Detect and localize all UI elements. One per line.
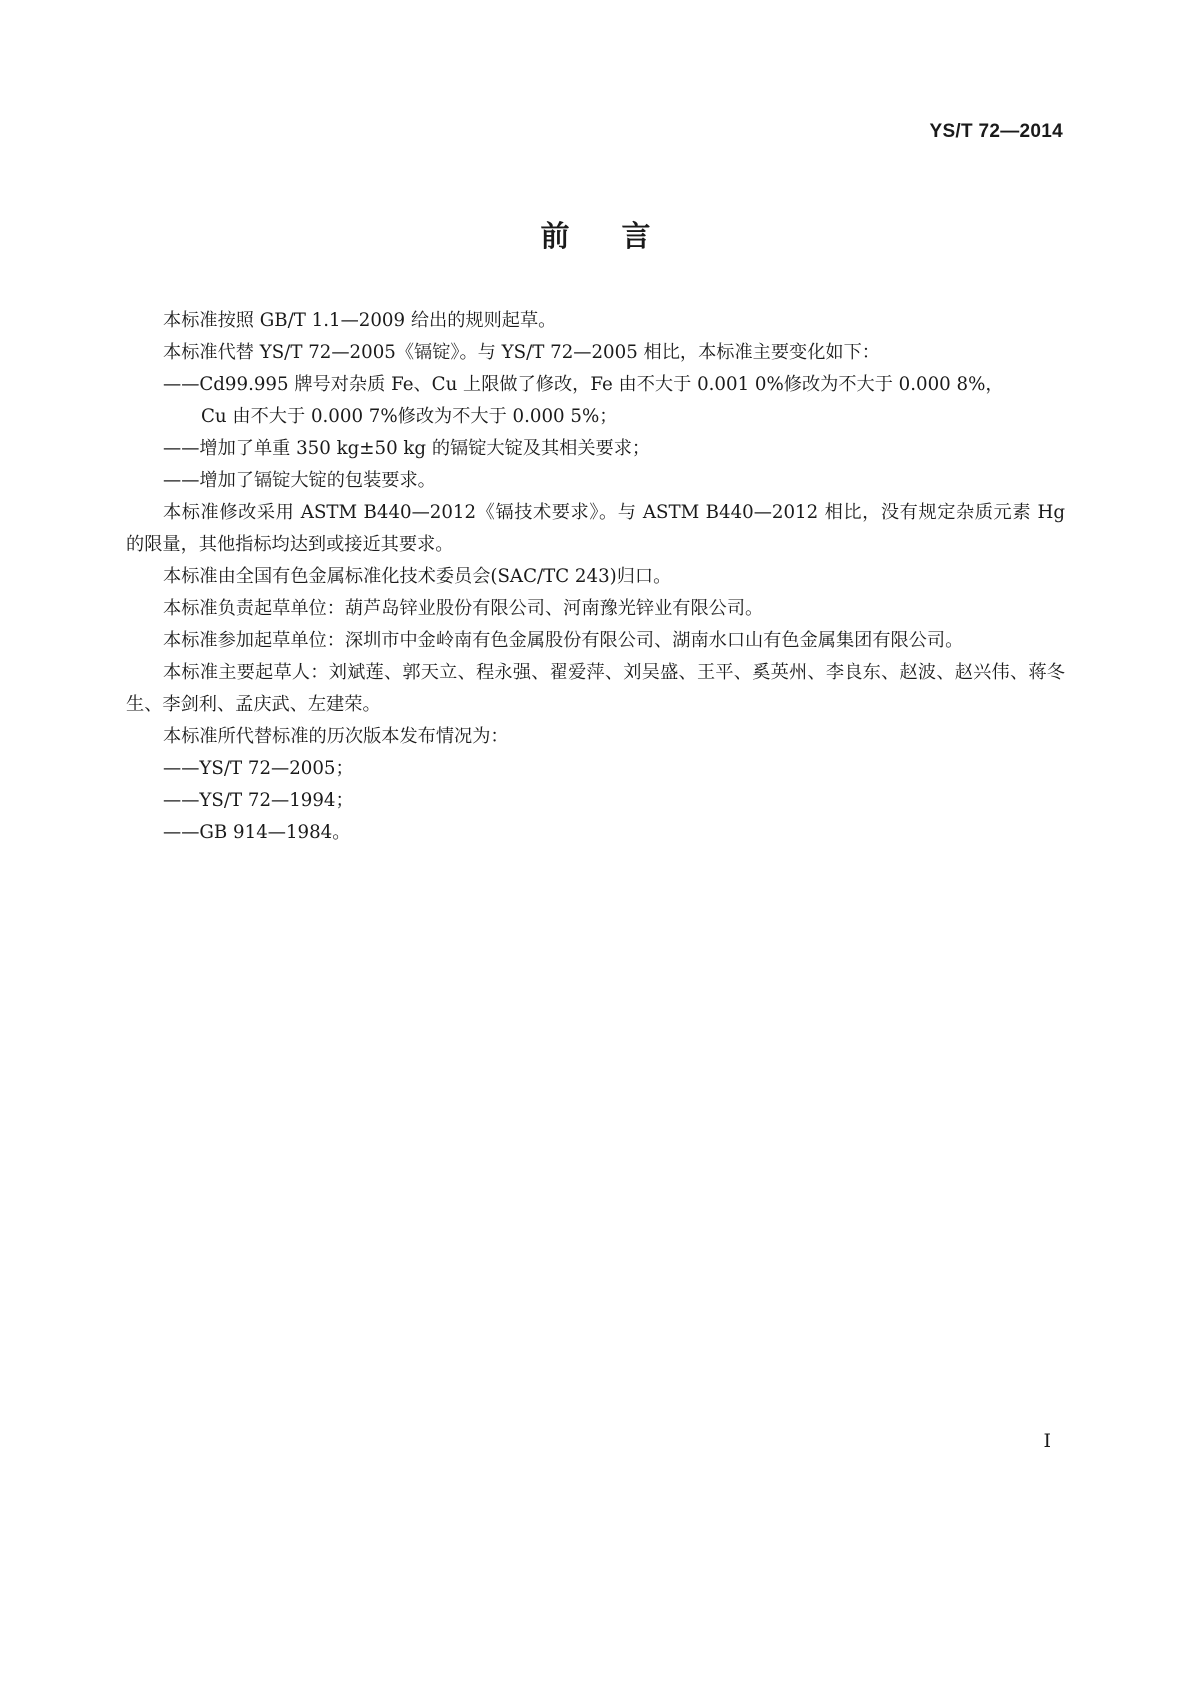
- drafting-rules-paragraph: 本标准按照 GB/T 1.1—2009 给出的规则起草。: [163, 310, 557, 331]
- standard-code: YS/T 72—2014: [929, 121, 1063, 142]
- foreword-body: [126, 305, 1065, 849]
- change-item-3: ——增加了镉锭大锭的包装要求。: [163, 470, 436, 491]
- participating-units-paragraph: 本标准参加起草单位：深圳市中金岭南有色金属股份有限公司、湖南水口山有色金属集团有限公司。: [163, 630, 964, 651]
- committee-paragraph: 本标准由全国有色金属标准化技术委员会(SAC/TC 243)归口。: [163, 566, 672, 587]
- change-item-1-continued: Cu 由不大于 0.000 7%修改为不大于 0.000 5%；: [201, 406, 618, 427]
- astm-adoption-paragraph: 本标准修改采用 ASTM B440—2012《镉技术要求》。与 ASTM B440—2012 相比，没有规定杂质元素 Hg 的限量，其他指标均达到或接近其要求。: [126, 502, 1065, 555]
- page-number: I: [1043, 1430, 1051, 1452]
- replacement-paragraph: 本标准代替 YS/T 72—2005《镉锭》。与 YS/T 72—2005 相比，本标准主要变化如下：: [163, 342, 880, 363]
- history-intro-paragraph: 本标准所代替标准的历次版本发布情况为：: [163, 726, 509, 747]
- history-item: ——GB 914—1984。: [163, 822, 351, 843]
- page-title: 前言: [540, 219, 703, 253]
- history-item: ——YS/T 72—1994；: [163, 790, 354, 811]
- change-item-2: ——增加了单重 350 kg±50 kg 的镉锭大锭及其相关要求；: [163, 438, 651, 459]
- change-item-1: ——Cd99.995 牌号对杂质 Fe、Cu 上限做了修改，Fe 由不大于 0.001 0%修改为不大于 0.000 8%，: [163, 374, 1004, 395]
- history-item: ——YS/T 72—2005；: [163, 758, 354, 779]
- responsible-units-paragraph: 本标准负责起草单位：葫芦岛锌业股份有限公司、河南豫光锌业有限公司。: [163, 598, 764, 619]
- drafters-paragraph: 本标准主要起草人：刘斌莲、郭天立、程永强、翟爱萍、刘吴盛、王平、奚英州、李良东、赵波、赵兴伟、蒋冬生、李剑利、孟庆武、左建荣。: [126, 662, 1065, 715]
